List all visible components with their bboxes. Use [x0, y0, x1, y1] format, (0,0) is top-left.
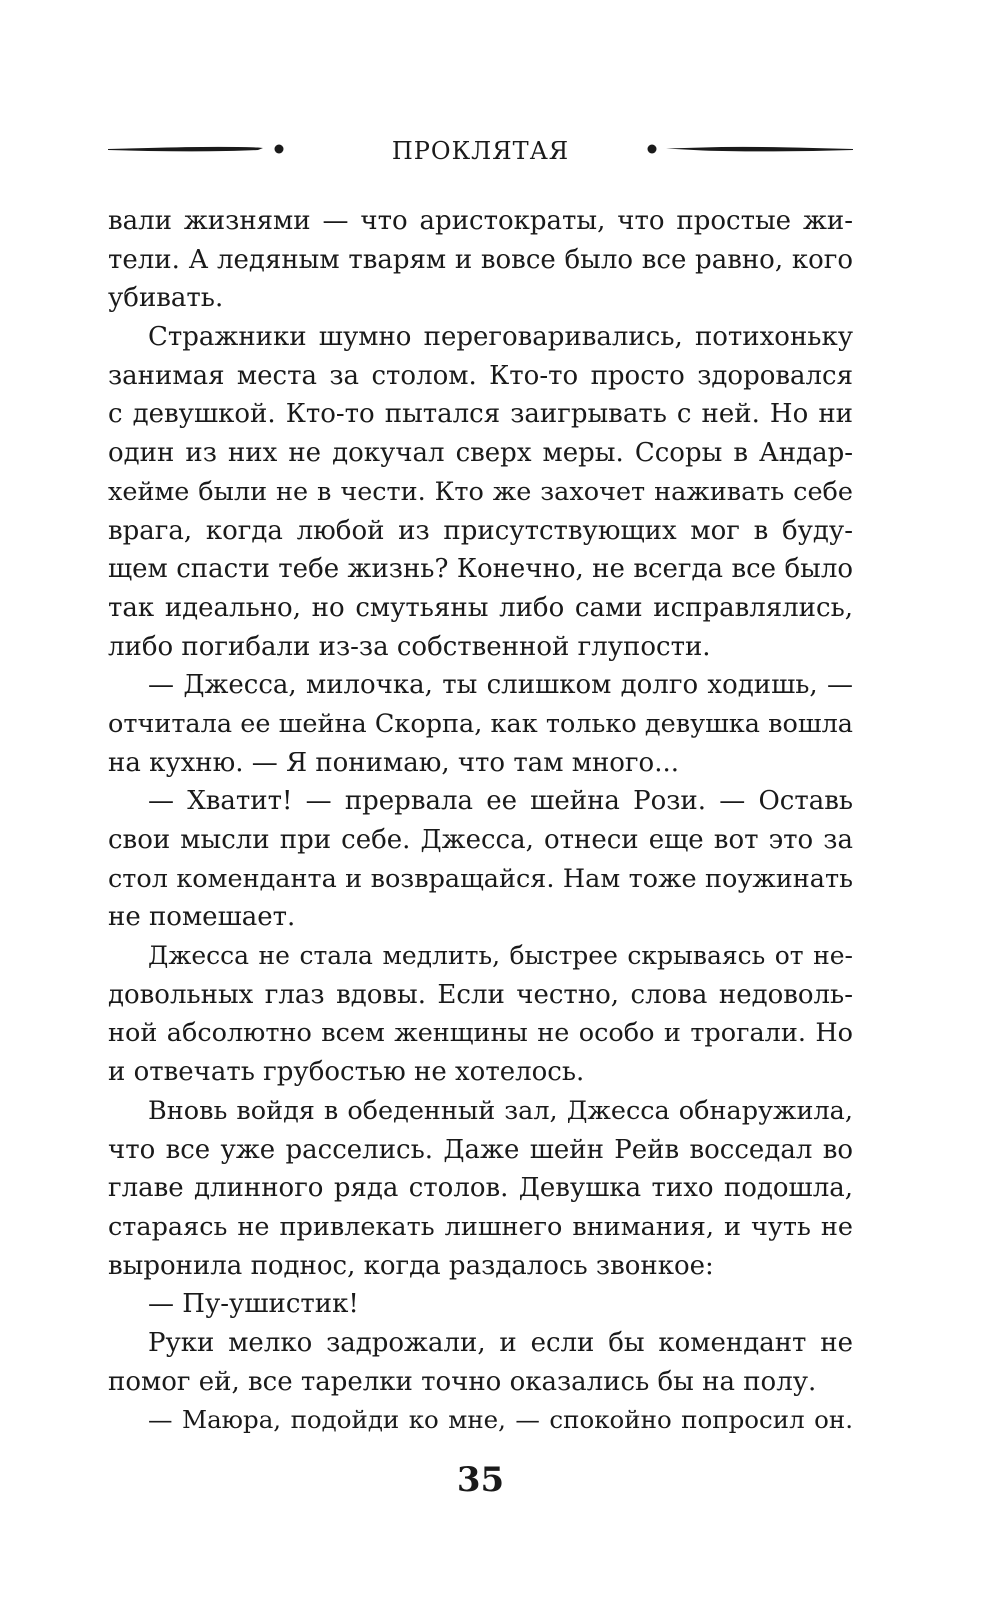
- text-line: врага, когда любой из присутствующих мог в буду-: [108, 515, 853, 546]
- text-line: вали жизнями — что аристократы, что простые жи-: [108, 206, 853, 236]
- text-line: на кухню. — Я понимаю, что там много...: [108, 747, 679, 778]
- text-line: довольных глаз вдовы. Если честно, слова недоволь-: [108, 979, 853, 1010]
- text-line: стол коменданта и возвращайся. Нам тоже поужинать: [108, 863, 853, 894]
- text-line: с девушкой. Кто-то пытался заигрывать с ней. Но ни: [108, 399, 853, 430]
- text-line: не помешает.: [108, 902, 296, 933]
- text-line: — Джесса, милочка, ты слишком долго ходишь, —: [148, 670, 853, 701]
- text-line: — Маюра, подойди ко мне, — спокойно попросил он.: [148, 1405, 853, 1435]
- body-text: [108, 202, 853, 1440]
- text-line: убивать.: [108, 283, 224, 314]
- page-number: 35: [456, 1460, 505, 1500]
- text-line: щем спасти тебе жизнь? Конечно, не всегда все было: [108, 554, 853, 585]
- text-line: стараясь не привлекать лишнего внимания, и чуть не: [108, 1211, 853, 1242]
- text-line: так идеально, но смутьяны либо сами исправлялись,: [108, 592, 853, 623]
- text-line: главе длинного ряда столов. Девушка тихо подошла,: [108, 1173, 853, 1204]
- text-line: помог ей, все тарелки точно оказались бы на полу.: [108, 1366, 817, 1397]
- text-line: хейме были не в чести. Кто же захочет наживать себе: [108, 476, 853, 507]
- text-line: занимая места за столом. Кто-то просто здоровался: [108, 360, 853, 391]
- text-line: либо погибали из-за собственной глупости.: [108, 631, 711, 662]
- text-line: свои мысли при себе. Джесса, отнеси еще вот это за: [108, 825, 853, 855]
- text-line: Вновь войдя в обеденный зал, Джесса обнаружила,: [148, 1095, 853, 1126]
- text-line: Стражники шумно переговаривались, потихоньку: [148, 322, 853, 353]
- text-line: выронила поднос, когда раздалось звонкое:: [108, 1250, 714, 1281]
- text-line: что все уже расселись. Даже шейн Рейв восседал во: [108, 1134, 853, 1165]
- text-line: отчитала ее шейна Скорпа, как только девушка вошла: [108, 708, 853, 739]
- text-line: Джесса не стала медлить, быстрее скрываясь от не-: [148, 941, 853, 971]
- running-head: [108, 128, 853, 174]
- text-line: тели. А ледяным тварям и вовсе было все равно, кого: [108, 244, 853, 275]
- text-line: — Хватит! — прервала ее шейна Рози. — Оставь: [148, 786, 853, 817]
- running-head-title: ПРОКЛЯТАЯ: [391, 137, 570, 165]
- text-line: Руки мелко задрожали, и если бы комендант не: [148, 1327, 853, 1358]
- text-line: ной абсолютно всем женщины не особо и трогали. Но: [108, 1018, 853, 1049]
- text-line: один из них не докучал сверх меры. Ссоры в Андар-: [108, 438, 853, 469]
- text-line: — Пу-ушистик!: [148, 1289, 359, 1320]
- text-line: и отвечать грубостью не хотелось.: [108, 1057, 585, 1088]
